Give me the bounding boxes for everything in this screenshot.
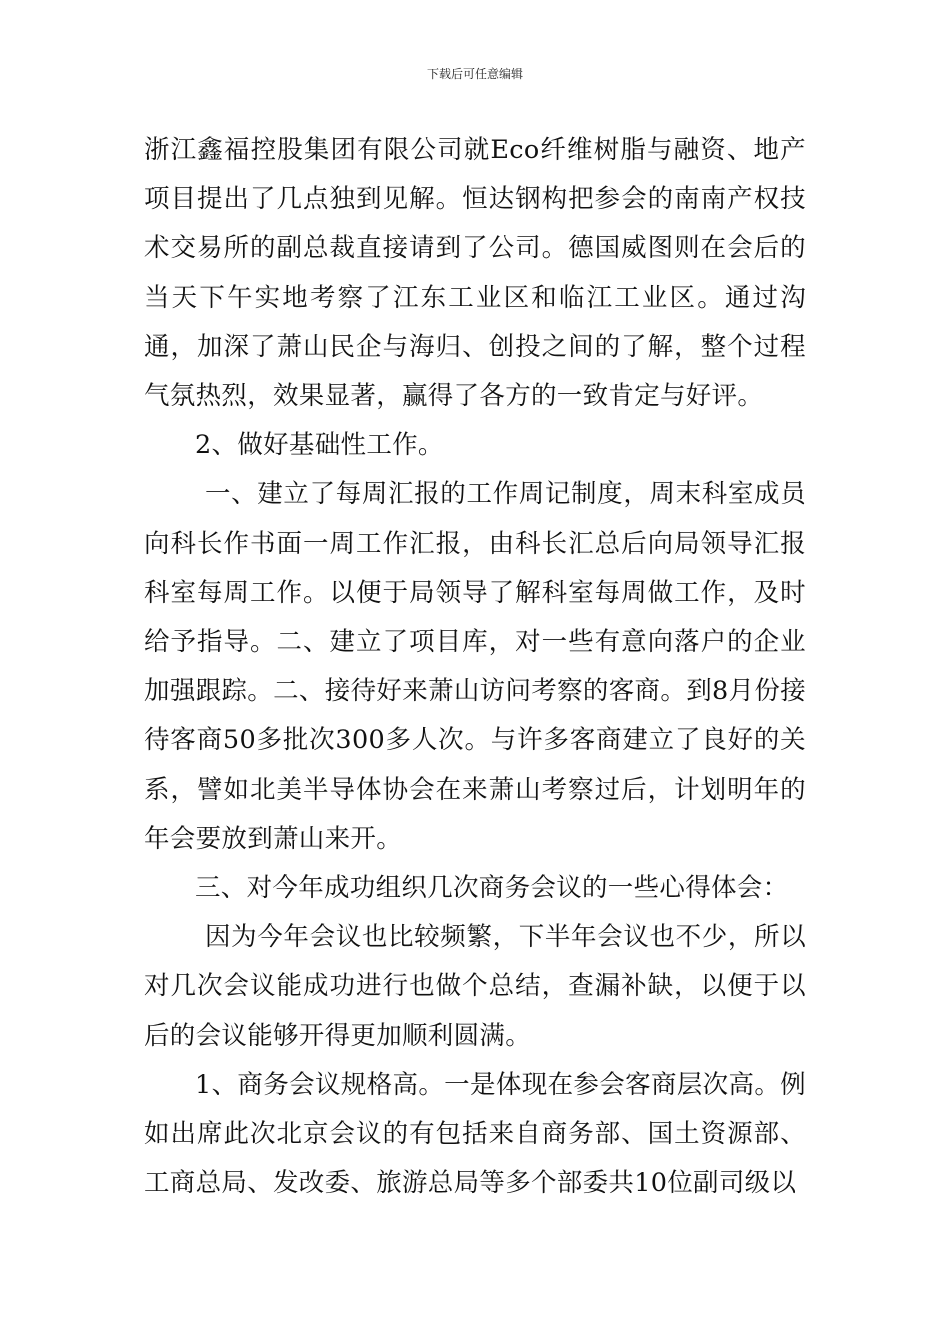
- paragraph-3: 一、建立了每周汇报的工作周记制度，周末科室成员向科长作书面一周工作汇报，由科长汇总后向局领导汇报科室每周工作。以便于局领导了解科室每周做工作，及时给予指导。二、建立了项目库，对一些有意向落户的企业加强跟踪。二、接待好来萧山访问考察的客商。到8月份接待客商50多批次300多人次。与许多客商建立了良好的关系，譬如北美半导体协会在来萧山考察过后，计划明年的年会要放到萧山来开。: [144, 479, 806, 854]
- document-body: [144, 126, 806, 1208]
- paragraph-5: 因为今年会议也比较频繁，下半年会议也不少，所以对几次会议能成功进行也做个总结，查漏补缺，以便于以后的会议能够开得更加顺利圆满。: [144, 922, 806, 1051]
- paragraph-6: 1、商务会议规格高。一是体现在参会客商层次高。例如出席此次北京会议的有包括来自商务部、国土资源部、工商总局、发改委、旅游总局等多个部委共10位副司级以: [144, 1069, 806, 1199]
- paragraph-4: 三、对今年成功组织几次商务会议的一些心得体会：: [195, 873, 789, 904]
- paragraph-2: 2、做好基础性工作。: [195, 430, 444, 461]
- page-header: 下载后可任意编辑: [426, 67, 523, 81]
- paragraph-1: 浙江鑫福控股集团有限公司就Eco纤维树脂与融资、地产项目提出了几点独到见解。恒达钢构把参会的南南产权技术交易所的副总裁直接请到了公司。德国威图则在会后的当天下午实地考察了江东工业区和临江工业区。通过沟通，加深了萧山民企与海归、创投之间的了解，整个过程气氛热烈，效果显著，赢得了各方的一致肯定与好评。: [144, 135, 806, 412]
